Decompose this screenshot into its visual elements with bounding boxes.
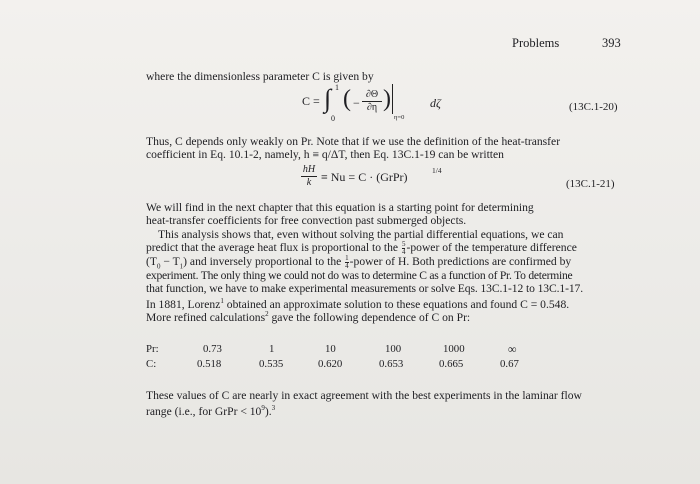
table-cell-c: 0.518 <box>197 358 222 370</box>
para3-line5: that function, we have to make experimental measurements or solve Eqs. 13C.1-12 to 13C.1-17. <box>146 282 584 295</box>
para3-line6-a: In 1881, Lorenz <box>146 297 221 311</box>
integral-sign-icon: ∫ <box>324 84 332 113</box>
para3-line2 <box>146 241 577 256</box>
eq2-rhs: ≡ Nu = C · (GrPr) <box>321 170 408 184</box>
eq1-diff: dζ <box>430 96 441 110</box>
table-row-label-c: C: <box>146 358 157 370</box>
eq1-eval-bar <box>392 84 393 114</box>
table-cell-pr: 1 <box>269 343 275 355</box>
para4-line1: These values of C are nearly in exact agreement with the best experiments in the laminar flow <box>146 389 582 402</box>
para3-line7-b: gave the following dependence of C on Pr: <box>268 310 471 324</box>
eq1-minus: − <box>353 96 360 110</box>
table-cell-c: 0.665 <box>439 358 464 370</box>
para3-line3-fraction <box>345 255 349 270</box>
para3-line2-b: -power of the temperature difference <box>406 241 577 255</box>
para4-line2 <box>146 402 275 418</box>
table-cell-pr: 100 <box>385 343 402 355</box>
para1-line2: coefficient in Eq. 10.1-2, namely, h ≡ q/ΔT, then Eq. 13C.1-19 can be written <box>146 148 504 161</box>
eq2-number: (13C.1-21) <box>566 178 615 190</box>
sub-one: 1 <box>179 262 184 271</box>
frac-den: 4 <box>345 262 349 270</box>
sub-zero: 0 <box>156 262 161 271</box>
intro-text: where the dimensionless parameter C is given by <box>146 70 374 83</box>
eq2-frac-den: k <box>306 177 312 188</box>
para4-line2-b: ). <box>264 404 272 418</box>
table-row-label-pr: Pr: <box>146 343 159 355</box>
eq2-exponent: 1/4 <box>432 166 442 175</box>
para3-line2-fraction <box>402 241 406 256</box>
para3-line3-b: − T <box>160 255 180 269</box>
para3-line7-a: More refined calculations <box>146 310 266 324</box>
para2-line1: We will find in the next chapter that this equation is a starting point for determining <box>146 201 534 214</box>
running-head: Problems <box>512 36 560 50</box>
eq1-paren-open: ( <box>343 86 351 112</box>
table-cell-c: 0.653 <box>379 358 404 370</box>
footnote-ref-2: 2 <box>265 310 269 318</box>
table-cell-pr: 1000 <box>443 343 465 355</box>
page-number: 393 <box>602 36 621 50</box>
para3-line3-a: (T <box>146 255 157 269</box>
table-cell-c: 0.620 <box>318 358 343 370</box>
para3-line3-d: -power of H. Both predictions are confirmed by <box>349 255 572 269</box>
para1-line1: Thus, C depends only weakly on Pr. Note that if we use the definition of the heat-transfer <box>146 135 561 148</box>
eq1-int-lower: 0 <box>331 114 335 123</box>
para3-line2-a: predict that the average heat flux is proportional to the <box>146 241 401 255</box>
eq2-frac-num: hH <box>302 164 316 175</box>
frac-num: 1 <box>345 254 349 262</box>
para3-line7 <box>146 308 470 324</box>
frac-num: 5 <box>401 240 406 248</box>
eq1-frac-num: ∂Θ <box>365 89 379 100</box>
para3-line6-b: obtained an approximate solution to these equations and found C = 0.548. <box>223 297 570 311</box>
eq1-paren-close: ) <box>383 86 391 112</box>
footnote-ref-1: 1 <box>220 297 224 305</box>
table-cell-pr: 10 <box>325 343 336 355</box>
equation-c-definition <box>302 94 320 109</box>
para3-line3-c: ) and inversely proportional to the <box>183 255 345 269</box>
para3-line4: experiment. The only thing we could not do was to determine C as a function of Pr. To determine <box>146 269 573 282</box>
footnote-ref-3: 3 <box>271 404 276 412</box>
table-cell-c: 0.535 <box>259 358 284 370</box>
para4-line2-a: range (i.e., for GrPr < 10 <box>146 404 262 418</box>
exponent-nine: 9 <box>261 404 265 412</box>
para3-line1: This analysis shows that, even without solving the partial differential equations, we can <box>158 228 564 241</box>
frac-den: 4 <box>401 248 406 256</box>
table-cell-pr: ∞ <box>508 342 517 356</box>
eq1-int-upper: 1 <box>335 83 339 92</box>
eq1-number: (13C.1-20) <box>569 101 618 113</box>
eq1-frac-den: ∂η <box>366 102 378 113</box>
table-cell-c: 0.67 <box>500 358 519 370</box>
eq1-eval-sub: η=0 <box>394 114 405 121</box>
eq1-lhs: C = <box>302 94 320 108</box>
table-cell-pr: 0.73 <box>203 343 222 355</box>
para2-line2: heat-transfer coefficients for free convection past submerged objects. <box>146 214 467 227</box>
